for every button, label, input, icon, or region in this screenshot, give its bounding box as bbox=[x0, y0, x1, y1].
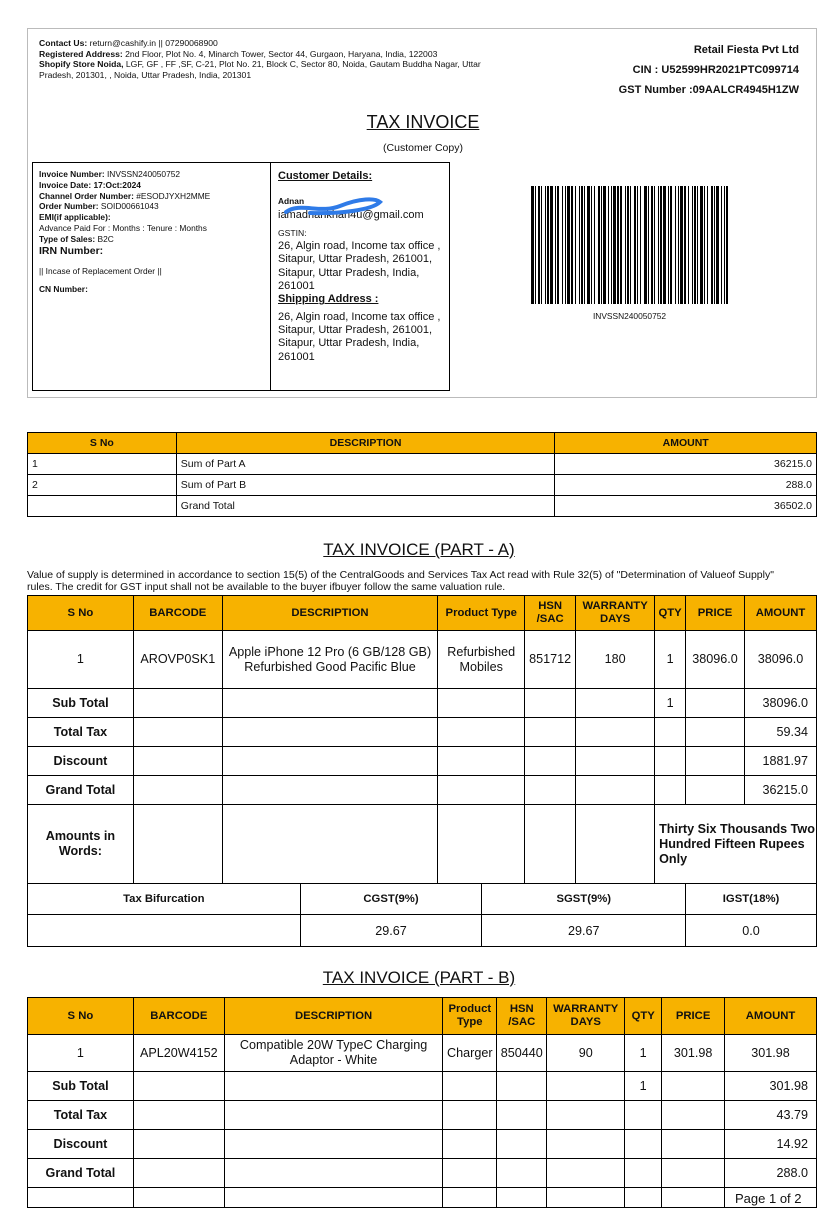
barcode-bar bbox=[617, 186, 619, 304]
summary-table bbox=[27, 432, 817, 517]
table-row bbox=[28, 747, 817, 776]
table-row bbox=[28, 475, 817, 496]
seller-contact-block bbox=[39, 38, 499, 80]
cgst-value: 29.67 bbox=[300, 915, 482, 947]
grand-total-value: 288.0 bbox=[725, 1159, 817, 1188]
barcode-bar bbox=[644, 186, 647, 304]
col-description: DESCRIPTION bbox=[224, 998, 443, 1035]
barcode-bar bbox=[684, 186, 686, 304]
barcode-bar bbox=[692, 186, 693, 304]
barcode-bar bbox=[634, 186, 636, 304]
item-description: Compatible 20W TypeC Charging Adaptor - White bbox=[224, 1035, 443, 1072]
col-amount: AMOUNT bbox=[725, 998, 817, 1035]
barcode-bar bbox=[627, 186, 629, 304]
barcode-bar bbox=[538, 186, 540, 304]
customer-details bbox=[278, 170, 448, 364]
registered-value: 2nd Floor, Plot No. 4, Minarch Tower, Sector 44, Gurgaon, Haryana, India, 122003 bbox=[122, 48, 438, 59]
barcode-bar bbox=[654, 186, 655, 304]
emi-label: EMI(if applicable): bbox=[39, 212, 111, 223]
col-qty: QTY bbox=[655, 596, 686, 631]
sub-total-label: Sub Total bbox=[28, 689, 134, 718]
barcode-bar bbox=[660, 186, 662, 304]
col-price: PRICE bbox=[686, 596, 745, 631]
barcode-bar bbox=[545, 186, 546, 304]
registered-label: Registered Address: bbox=[39, 48, 123, 59]
barcode-bar bbox=[700, 186, 703, 304]
barcode-bar bbox=[680, 186, 683, 304]
part-b-table bbox=[27, 997, 817, 1208]
barcode-bar bbox=[579, 186, 580, 304]
summary-desc: Sum of Part A bbox=[176, 454, 555, 475]
table-row bbox=[28, 915, 817, 947]
invoice-number: INVSSN240050752 bbox=[104, 169, 181, 179]
barcode-bar bbox=[620, 186, 622, 304]
barcode-bar bbox=[694, 186, 696, 304]
barcode-text: INVSSN240050752 bbox=[592, 311, 667, 321]
invoice-title: TAX INVOICE bbox=[366, 112, 480, 132]
gst-number: GST Number :09AALCR4945H1ZW bbox=[618, 84, 799, 96]
col-sno: S No bbox=[28, 596, 134, 631]
barcode-bar bbox=[711, 186, 713, 304]
discount-value: 1881.97 bbox=[745, 747, 817, 776]
item-type: Refurbished Mobiles bbox=[438, 631, 525, 689]
col-product-type: Product Type bbox=[438, 596, 525, 631]
barcode-bar bbox=[587, 186, 590, 304]
bif-header-cgst: CGST(9%) bbox=[300, 884, 482, 915]
channel-order-label: Channel Order Number: bbox=[39, 190, 134, 201]
barcode-bar bbox=[675, 186, 676, 304]
barcode-bar bbox=[584, 186, 585, 304]
summary-desc: Sum of Part B bbox=[176, 475, 555, 496]
barcode-bar bbox=[688, 186, 689, 304]
summary-desc: Grand Total bbox=[176, 496, 555, 517]
col-barcode: BARCODE bbox=[133, 596, 222, 631]
col-qty: QTY bbox=[625, 998, 662, 1035]
bif-header-igst: IGST(18%) bbox=[686, 884, 817, 915]
barcode-bar bbox=[716, 186, 719, 304]
col-barcode: BARCODE bbox=[133, 998, 224, 1035]
summary-amount: 36215.0 bbox=[555, 454, 817, 475]
barcode-bar bbox=[648, 186, 649, 304]
table-row bbox=[28, 631, 817, 689]
part-a-table bbox=[27, 595, 817, 884]
item-hsn: 851712 bbox=[525, 631, 576, 689]
summary-amount: 288.0 bbox=[555, 475, 817, 496]
item-type: Charger bbox=[443, 1035, 497, 1072]
invoice-details bbox=[33, 163, 271, 390]
sub-total-qty: 1 bbox=[625, 1072, 662, 1101]
contact-label: Contact Us: bbox=[39, 38, 88, 48]
barcode-bar bbox=[541, 186, 542, 304]
barcode-bar bbox=[704, 186, 705, 304]
part-b-title: TAX INVOICE (PART - B) bbox=[322, 968, 516, 987]
barcode-bar bbox=[535, 186, 536, 304]
sub-total-label: Sub Total bbox=[28, 1072, 134, 1101]
table-row bbox=[28, 689, 817, 718]
summary-header-description: DESCRIPTION bbox=[176, 433, 555, 454]
words-label: Amounts in Words: bbox=[28, 805, 134, 884]
discount-value: 14.92 bbox=[725, 1130, 817, 1159]
item-barcode: APL20W4152 bbox=[133, 1035, 224, 1072]
table-row bbox=[28, 1101, 817, 1130]
barcode-bar bbox=[591, 186, 592, 304]
company-name: Retail Fiesta Pvt Ltd bbox=[693, 44, 799, 56]
barcode-bar bbox=[601, 186, 602, 304]
sub-total-value: 301.98 bbox=[725, 1072, 817, 1101]
discount-label: Discount bbox=[28, 747, 134, 776]
cn-label: CN Number: bbox=[39, 284, 88, 295]
col-warranty: WARRANTY DAYS bbox=[547, 998, 625, 1035]
barcode-bar bbox=[611, 186, 612, 304]
summary-header-amount: AMOUNT bbox=[555, 433, 817, 454]
col-warranty: WARRANTY DAYS bbox=[576, 596, 655, 631]
sub-total-value: 38096.0 bbox=[745, 689, 817, 718]
barcode-bar bbox=[637, 186, 638, 304]
item-warranty: 90 bbox=[547, 1035, 625, 1072]
col-sno: S No bbox=[28, 998, 134, 1035]
barcode-bar bbox=[714, 186, 715, 304]
barcode-bar bbox=[598, 186, 600, 304]
redaction-scribble bbox=[280, 192, 390, 218]
barcode-bar bbox=[603, 186, 606, 304]
invoice-header bbox=[27, 28, 817, 398]
col-product-type: Product Type bbox=[443, 998, 497, 1035]
col-amount: AMOUNT bbox=[745, 596, 817, 631]
barcode-bar bbox=[630, 186, 631, 304]
barcode-bar bbox=[707, 186, 708, 304]
barcode-bar bbox=[651, 186, 653, 304]
customer-name: Adnan bbox=[278, 196, 305, 207]
barcode-bar bbox=[697, 186, 698, 304]
table-row bbox=[28, 496, 817, 517]
amount-in-words: Thirty Six Thousands Two Hundred Fifteen Rupees Only bbox=[655, 805, 817, 884]
barcode-bar bbox=[724, 186, 725, 304]
barcode-bar bbox=[640, 186, 641, 304]
store-value: LGF, GF , FF ,SF, C-21, Plot No. 21, Block C, Sector 80, Noida, Gautam Buddha Nagar, Uttar Pradesh, 201301, , Noida, Uttar Pradesh, India, 201301 bbox=[39, 59, 481, 80]
item-sno: 1 bbox=[28, 631, 134, 689]
invoice-number-label: Invoice Number: bbox=[39, 169, 105, 179]
sub-total-qty: 1 bbox=[655, 689, 686, 718]
table-row bbox=[28, 718, 817, 747]
barcode-bar bbox=[726, 186, 728, 304]
barcode-bar bbox=[531, 186, 534, 304]
summary-sno bbox=[28, 496, 177, 517]
summary-amount: 36502.0 bbox=[555, 496, 817, 517]
item-barcode: AROVP0SK1 bbox=[133, 631, 222, 689]
igst-value: 0.0 bbox=[686, 915, 817, 947]
total-tax-value: 59.34 bbox=[745, 718, 817, 747]
shipping-address: 26, Algin road, Income tax office , Sitapur, Uttar Pradesh, 261001, Sitapur, Uttar Pradesh, India, 261001 bbox=[278, 310, 441, 363]
item-amount: 301.98 bbox=[725, 1035, 817, 1072]
barcode-bar bbox=[678, 186, 679, 304]
table-row bbox=[28, 1035, 817, 1072]
invoice-barcode bbox=[531, 186, 728, 304]
customer-address: 26, Algin road, Income tax office , Sitapur, Uttar Pradesh, 261001, Sitapur, Uttar Pradesh, India, 261001 bbox=[278, 240, 441, 293]
item-price: 38096.0 bbox=[686, 631, 745, 689]
col-hsn: HSN /SAC bbox=[497, 998, 547, 1035]
part-a-title: TAX INVOICE (PART - A) bbox=[323, 540, 515, 559]
barcode-bar bbox=[555, 186, 556, 304]
customer-email: iamadnankhan4u@gmail.com bbox=[278, 208, 424, 221]
order-number-label: Order Number: bbox=[39, 201, 99, 212]
item-warranty: 180 bbox=[576, 631, 655, 689]
table-row bbox=[28, 1130, 817, 1159]
table-row bbox=[28, 805, 817, 884]
barcode-bar bbox=[571, 186, 573, 304]
sale-type: B2C bbox=[95, 233, 114, 244]
summary-sno: 2 bbox=[28, 475, 177, 496]
cin-number: CIN : U52599HR2021PTC099714 bbox=[632, 64, 799, 76]
sale-type-label: Type of Sales: bbox=[39, 233, 96, 244]
company-block bbox=[619, 40, 799, 100]
sgst-value: 29.67 bbox=[482, 915, 686, 947]
bif-header-label: Tax Bifurcation bbox=[28, 884, 301, 915]
barcode-bar bbox=[550, 186, 553, 304]
item-sno: 1 bbox=[28, 1035, 134, 1072]
replacement-note: || Incase of Replacement Order || bbox=[39, 265, 162, 276]
channel-order-number: #ESODJYXH2MME bbox=[133, 190, 211, 201]
total-tax-label: Total Tax bbox=[28, 1101, 134, 1130]
table-row bbox=[28, 454, 817, 475]
contact-value: return@cashify.in || 07290068900 bbox=[87, 38, 218, 48]
customer-heading: Customer Details: bbox=[278, 170, 373, 182]
invoice-info-box bbox=[32, 162, 450, 391]
grand-total-value: 36215.0 bbox=[745, 776, 817, 805]
barcode-bar bbox=[658, 186, 659, 304]
item-qty: 1 bbox=[655, 631, 686, 689]
total-tax-label: Total Tax bbox=[28, 718, 134, 747]
barcode-bar bbox=[594, 186, 595, 304]
barcode-bar bbox=[557, 186, 559, 304]
item-qty: 1 bbox=[625, 1035, 662, 1072]
irn-label: IRN Number: bbox=[39, 244, 104, 257]
col-description: DESCRIPTION bbox=[222, 596, 438, 631]
tax-bifurcation-table bbox=[27, 883, 817, 947]
gstin-label: GSTIN: bbox=[278, 227, 307, 238]
col-hsn: HSN /SAC bbox=[525, 596, 576, 631]
barcode-bar bbox=[547, 186, 549, 304]
total-tax-value: 43.79 bbox=[725, 1101, 817, 1130]
item-amount: 38096.0 bbox=[745, 631, 817, 689]
discount-label: Discount bbox=[28, 1130, 134, 1159]
barcode-bar bbox=[625, 186, 626, 304]
barcode-bar bbox=[575, 186, 576, 304]
store-label: Shopify Store Noida, bbox=[39, 59, 124, 69]
advance-paid: Advance Paid For : Months : Tenure : Months bbox=[39, 222, 207, 233]
item-description: Apple iPhone 12 Pro (6 GB/128 GB) Refurbished Good Pacific Blue bbox=[222, 631, 438, 689]
table-row bbox=[28, 1159, 817, 1188]
barcode-bar bbox=[562, 186, 563, 304]
item-hsn: 850440 bbox=[497, 1035, 547, 1072]
page-number: Page 1 of 2 bbox=[735, 1191, 802, 1206]
table-row bbox=[28, 776, 817, 805]
valuation-note: Value of supply is determined in accordance to section 15(5) of the CentralGoods and Services Tax Act read with Rule 32(5) of "Determination of Valueof Supply" rules. The credit for GST input shall not be available to the buyer ifbuyer follow the same valuation rule. bbox=[27, 569, 774, 593]
barcode-bar bbox=[613, 186, 616, 304]
grand-total-label: Grand Total bbox=[28, 1159, 134, 1188]
order-number: SOID00661043 bbox=[98, 201, 159, 212]
invoice-subtitle: (Customer Copy) bbox=[383, 142, 463, 154]
table-row bbox=[28, 1072, 817, 1101]
barcode-bar bbox=[721, 186, 722, 304]
invoice-date: Invoice Date: 17:Oct:2024 bbox=[39, 179, 141, 190]
bif-header-sgst: SGST(9%) bbox=[482, 884, 686, 915]
barcode-bar bbox=[668, 186, 669, 304]
item-price: 301.98 bbox=[662, 1035, 725, 1072]
shipping-heading: Shipping Address : bbox=[278, 293, 379, 306]
barcode-bar bbox=[608, 186, 609, 304]
grand-total-label: Grand Total bbox=[28, 776, 134, 805]
summary-header-sno: S No bbox=[28, 433, 177, 454]
barcode-bar bbox=[567, 186, 570, 304]
summary-sno: 1 bbox=[28, 454, 177, 475]
barcode-bar bbox=[670, 186, 672, 304]
barcode-bar bbox=[565, 186, 566, 304]
col-price: PRICE bbox=[662, 998, 725, 1035]
barcode-bar bbox=[663, 186, 666, 304]
barcode-bar bbox=[581, 186, 583, 304]
